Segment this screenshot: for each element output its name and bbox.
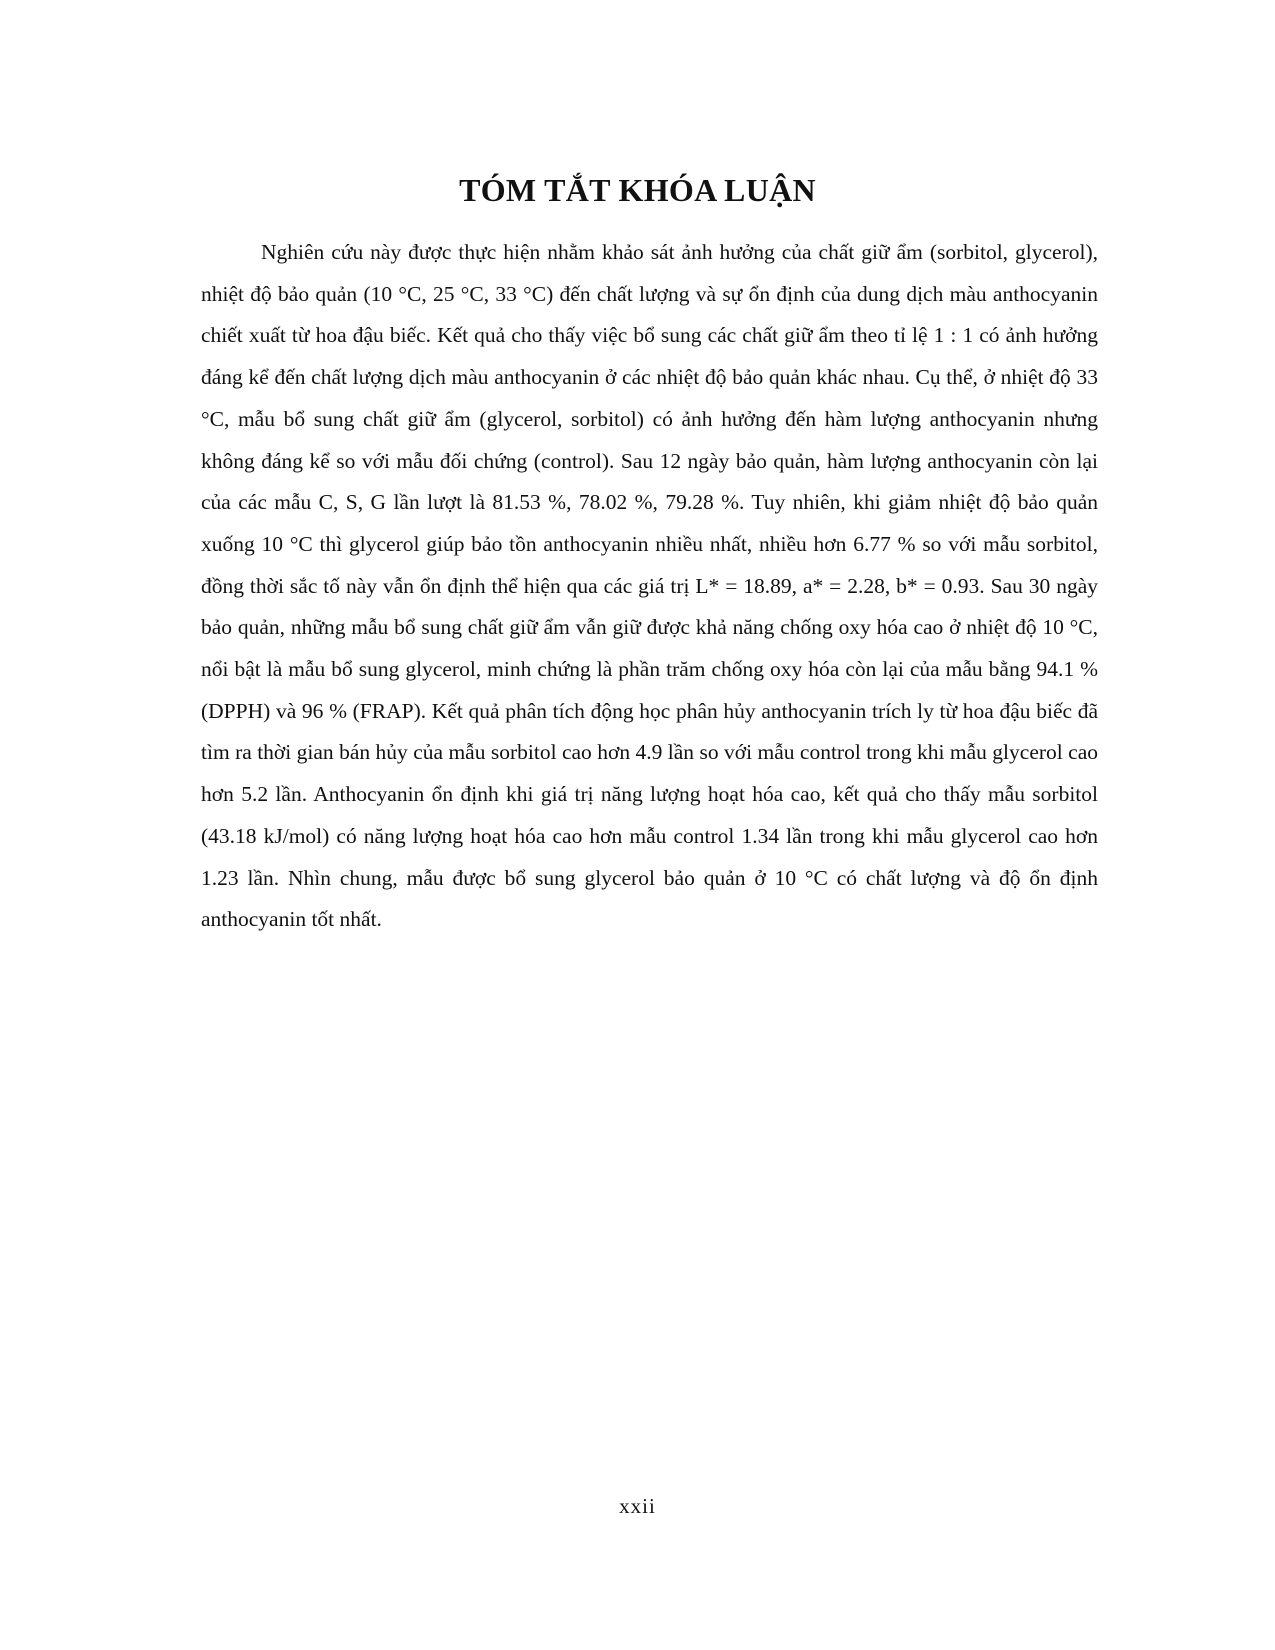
page-number: xxii	[619, 1494, 656, 1518]
page-title: TÓM TẮT KHÓA LUẬN	[459, 172, 816, 208]
abstract-paragraph: Nghiên cứu này được thực hiện nhằm khảo sát ảnh hưởng của chất giữ ẩm (sorbitol, glycerol), nhiệt độ bảo quản (10 °C, 25 °C, 33 °C) đến chất lượng và sự ổn định của dung dịch màu anthocyanin chiết xuất từ hoa đậu biếc. Kết quả cho thấy việc bổ sung các chất giữ ẩm theo tỉ lệ 1 : 1 có ảnh hưởng đáng kể đến chất lượng dịch màu anthocyanin ở các nhiệt độ bảo quản khác nhau. Cụ thể, ở nhiệt độ 33 °C, mẫu bổ sung chất giữ ẩm (glycerol, sorbitol) có ảnh hưởng đến hàm lượng anthocyanin nhưng không đáng kể so với mẫu đối chứng (control). Sau 12 ngày bảo quản, hàm lượng anthocyanin còn lại của các mẫu C, S, G lần lượt là 81.53 %, 78.02 %, 79.28 %. Tuy nhiên, khi giảm nhiệt độ bảo quản xuống 10 °C thì glycerol giúp bảo tồn anthocyanin nhiều nhất, nhiều hơn 6.77 % so với mẫu sorbitol, đồng thời sắc tố này vẫn ổn định thể hiện qua các giá trị L* = 18.89, a* = 2.28, b* = 0.93. Sau 30 ngày bảo quản, những mẫu bổ sung chất giữ ẩm vẫn giữ được khả năng chống oxy hóa cao ở nhiệt độ 10 °C, nổi bật là mẫu bổ sung glycerol, minh chứng là phần trăm chống oxy hóa còn lại của mẫu bằng 94.1 % (DPPH) và 96 % (FRAP). Kết quả phân tích động học phân hủy anthocyanin trích ly từ hoa đậu biếc đã tìm ra thời gian bán hủy của mẫu sorbitol cao hơn 4.9 lần so với mẫu control trong khi mẫu glycerol cao hơn 5.2 lần. Anthocyanin ổn định khi giá trị năng lượng hoạt hóa cao, kết quả cho thấy mẫu sorbitol (43.18 kJ/mol) có năng lượng hoạt hóa cao hơn mẫu control 1.34 lần trong khi mẫu glycerol cao hơn 1.23 lần. Nhìn chung, mẫu được bổ sung glycerol bảo quản ở 10 °C có chất lượng và độ ổn định anthocyanin tốt nhất.	[201, 240, 1098, 932]
